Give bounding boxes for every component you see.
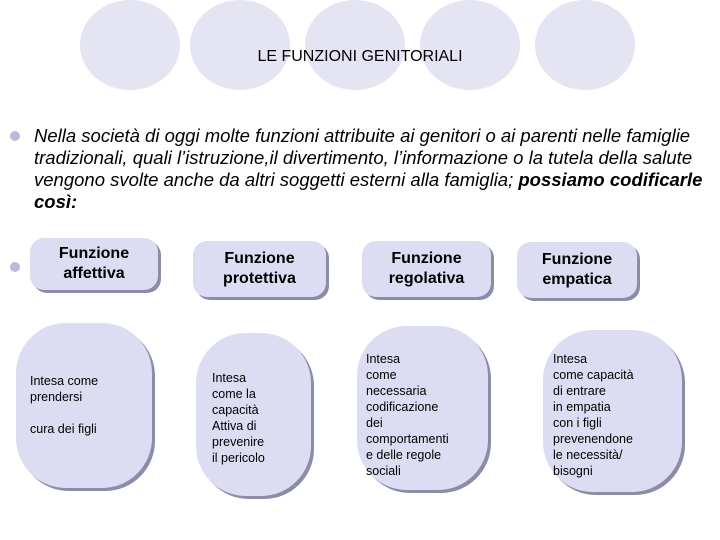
decorative-circle (190, 0, 290, 90)
intro-paragraph (34, 125, 718, 213)
function-card-affettiva (30, 238, 158, 290)
function-card-regolativa (362, 241, 491, 297)
bullet-icon (10, 131, 20, 141)
function-label: Funzione protettiva (223, 250, 296, 287)
decorative-circle (80, 0, 180, 90)
intro-emphasis: possiamo codificarle così: (34, 169, 703, 212)
function-card-empatica (517, 242, 637, 298)
page-title: LE FUNZIONI GENITORIALI (257, 48, 463, 65)
function-description: Intesa come prendersi cura dei figli (30, 374, 99, 436)
function-description: Intesa come capacità di entrare in empatia con i figli prevenendone le necessità/ bisogni (553, 352, 634, 478)
decorative-circle (420, 0, 520, 90)
function-card-protettiva (193, 241, 326, 297)
decorative-circle (305, 0, 405, 90)
bullet-icon (10, 262, 20, 272)
function-label: Funzione regolativa (388, 250, 465, 287)
function-label: Funzione empatica (541, 251, 613, 288)
function-description: Intesa come necessaria codificazione dei comportamenti e delle regole sociali (366, 352, 449, 478)
function-description: Intesa come la capacità Attiva di prevenire il pericolo (212, 371, 265, 465)
decorative-circle (535, 0, 635, 90)
function-label: Funzione affettiva (58, 245, 130, 282)
intro-text: Nella società di oggi molte funzioni attribuite ai genitori o ai parenti nelle famiglie tradizionali, quali l’istruzione,il divertimento, l’informazione o la tutela della salute vengono svolte anche da altri soggetti esterni alla famiglia; (34, 125, 693, 190)
